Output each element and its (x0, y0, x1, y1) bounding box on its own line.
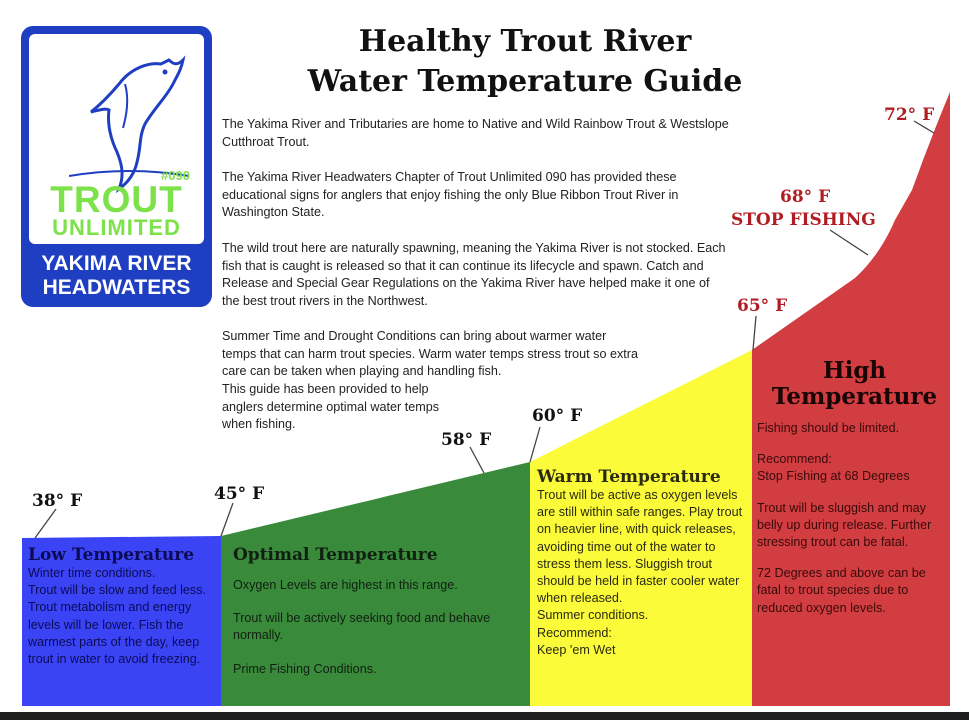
title-line-2: Water Temperature Guide (307, 64, 743, 99)
page-title (260, 22, 790, 102)
low-band-title: Low Temperature (28, 545, 195, 565)
optimal-band-text (233, 545, 523, 678)
high-band-title-line2: Temperature (771, 383, 938, 410)
marker-38f: 38° F (32, 491, 83, 511)
optimal-band-line: Oxygen Levels are highest in this range. (233, 578, 458, 592)
trout-unlimited-logo (21, 26, 212, 307)
marker-72f: 72° F (884, 105, 935, 125)
leader-58 (470, 447, 484, 473)
intro-paragraph-1: The Yakima River and Tributaries are home to Native and Wild Rainbow Trout & Westslope Cutthroat Trout. (222, 117, 729, 149)
high-band-text (757, 358, 952, 617)
leader-60 (530, 427, 540, 462)
marker-45f: 45° F (214, 484, 265, 504)
high-band-line: Recommend: (757, 452, 832, 467)
logo-chapter-line2: HEADWATERS (42, 276, 191, 299)
marker-58f: 58° F (441, 430, 492, 450)
logo-panel (29, 34, 204, 244)
high-band-line: Fishing should be limited. (757, 421, 900, 435)
marker-65f: 65° F (737, 296, 788, 316)
optimal-band-title: Optimal Temperature (233, 545, 438, 565)
warm-band-title: Warm Temperature (537, 467, 721, 487)
leader-38 (35, 509, 56, 538)
warm-band-text (537, 467, 747, 659)
leader-45 (221, 503, 233, 536)
leader-65 (753, 316, 756, 350)
marker-60f: 60° F (532, 406, 583, 426)
intro-paragraph-5: This guide has been provided to help anglers determine optimal water temps when fishing. (222, 382, 439, 431)
intro-paragraph-2: The Yakima River Headwaters Chapter of Trout Unlimited 090 has provided these educational signs for anglers that enjoy fishing the only Blue Ribbon Trout River in Washington State. (222, 170, 679, 219)
high-band-title-line1: High (822, 357, 887, 384)
marker-68f: 68° F (780, 187, 831, 207)
optimal-band-line: Trout will be actively seeking food and behave normally. (233, 611, 491, 643)
logo-chapter-name (21, 252, 212, 300)
warm-band-line: Recommend: (537, 625, 612, 640)
low-band-line: Trout will be slow and feed less. Trout metabolism and energy levels will be lower. Fish the warmest parts of the day, keep trout in water to avoid freezing. (28, 583, 207, 667)
intro-paragraph-3: The wild trout here are naturally spawning, meaning the Yakima River is not stocked. Each fish that is caught is released so that it can continue its lifecycle and spawn. Catch and Release and Special Gear Regulations on the Yakima River have helped make it one of the best trout rivers in the Northwest. (222, 241, 726, 308)
optimal-band-line: Prime Fishing Conditions. (233, 661, 377, 676)
warm-band-line: Summer conditions. (537, 608, 649, 623)
logo-trout-text: TROUT (50, 179, 183, 220)
logo-unlimited-text: UNLIMITED (52, 215, 181, 240)
leader-68 (830, 230, 868, 255)
warm-band-line: Keep 'em Wet (537, 642, 616, 657)
high-band-line: Stop Fishing at 68 Degrees (757, 469, 910, 484)
high-band-line: Trout will be sluggish and may belly up during release. Further stressing trout can be fatal. (757, 500, 932, 550)
logo-chapter-line1: YAKIMA RIVER (41, 252, 192, 275)
intro-paragraph-4: Summer Time and Drought Conditions can bring about warmer water temps that can harm trout species. Warm water temps stress trout so extra care can be taken when playing and handling fish. (222, 329, 638, 378)
bottom-dark-bar (0, 712, 969, 720)
warm-band-line: Trout will be active as oxygen levels are still within safe ranges. Play trout on heavier line, with quick releases, avoiding time out of the water to stress them less. Sluggish trout should be held in faster cooler water when released. (537, 488, 743, 606)
low-band-text (28, 545, 220, 668)
title-line-1: Healthy Trout River (358, 24, 692, 59)
chapter-number: #090 (161, 168, 190, 183)
low-band-line: Winter time conditions. (28, 566, 156, 580)
high-band-title (757, 358, 952, 410)
high-band-line: 72 Degrees and above can be fatal to trout species due to reduced oxygen levels. (757, 566, 926, 615)
marker-stop-fishing: STOP FISHING (731, 210, 876, 230)
